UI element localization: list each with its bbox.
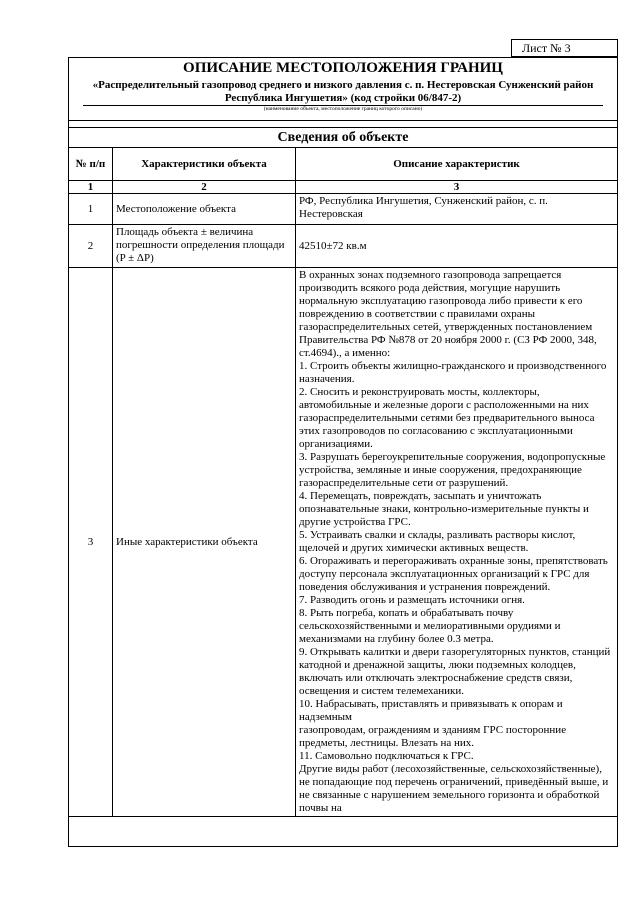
document-frame (68, 57, 618, 847)
restriction-item: 6. Огораживать и перегораживать охранные зоны, препятствовать доступу персонала эксплуатационных организаций к ГРС для поведения обслуживания и устранения повреждений. (299, 555, 608, 593)
restriction-note: Другие виды работ (лесохозяйственные, сельскохозяйственные), не попадающие под перечень ограничений, приведённый выше, и не связанные с нарушением земельного горизонта и обработкой почвы на (299, 763, 609, 814)
col-header-number: № п/п (69, 148, 113, 181)
row-number: 1 (69, 194, 113, 225)
row-description: РФ, Республика Ингушетия, Сунженский район, с. п. Нестеровская (296, 194, 618, 225)
section-title: Сведения об объекте (69, 128, 617, 148)
restriction-item: 7. Разводить огонь и размещать источники огня. (299, 594, 525, 606)
col-header-characteristic: Характеристики объекта (113, 148, 296, 181)
document-header (69, 58, 617, 121)
sheet-number-label: Лист № 3 (511, 39, 618, 57)
col-number-1: 1 (69, 181, 113, 194)
restriction-item: 9. Открывать калитки и двери газорегуляторных пунктов, станций катодной и дренажной защиты, люки подземных колодцев, включать или отключать электроснабжение средств связи, освещения и систем телемеханики. (299, 646, 611, 697)
row-number: 3 (69, 268, 113, 817)
restriction-item: 10. Набрасывать, приставлять и привязывать к опорам и надземным (299, 698, 563, 723)
restriction-item: 5. Устраивать свалки и склады, разливать растворы кислот, щелочей и других химически активных веществ. (299, 529, 576, 554)
table-row (69, 268, 617, 817)
row-characteristic: Площадь объекта ± величина погрешности определения площади (P ± ΔP) (113, 225, 296, 268)
row-characteristic: Иные характеристики объекта (113, 268, 296, 817)
row-characteristic: Местоположение объекта (113, 194, 296, 225)
header-gap (69, 121, 617, 128)
restriction-item: 1. Строить объекты жилищно-гражданского и производственного назначения. (299, 360, 607, 385)
table-row (69, 225, 617, 268)
restriction-item: газопроводам, ограждениям и зданиям ГРС посторонние предметы, лестницы. Влезать на них. (299, 724, 567, 749)
restriction-item: 8. Рыть погреба, копать и обрабатывать почву сельскохозяйственными и мелиоративными орудиями и механизмами на глубину более 0.3 метра. (299, 607, 561, 645)
row-description-list (296, 268, 618, 817)
row-description: 42510±72 кв.м (296, 225, 618, 268)
object-subtitle: «Распределительный газопровод среднего и низкого давления с. п. Нестеровская Сунженский район Республика Ингушетия» (код стройки 06/847-2) (92, 79, 594, 104)
restriction-item: 3. Разрушать берегоукрепительные сооружения, водопропускные устройства, земляные и иные сооружения, предохраняющие газораспределительные сети от разрушений. (299, 451, 606, 489)
col-header-description: Описание характеристик (296, 148, 618, 181)
col-number-3: 3 (296, 181, 618, 194)
restriction-intro: В охранных зонах подземного газопровода запрещается производить всякого рода действия, могущие нарушить нормальную эксплуатацию газопровода либо привести к его повреждению в соответствии с правилами охраны газораспределительных сетей, утвержденных постановлением Правительства РФ №878 от 20 ноября 2000 г. (СЗ РФ 2000, 348, ст.4694)., а именно: (299, 269, 597, 359)
row-number: 2 (69, 225, 113, 268)
document-title: ОПИСАНИЕ МЕСТОПОЛОЖЕНИЯ ГРАНИЦ (183, 60, 503, 76)
col-number-2: 2 (113, 181, 296, 194)
table-header-row (69, 148, 617, 181)
restriction-item: 4. Перемещать, повреждать, засыпать и уничтожать опознавательные знаки, контрольно-измерительные пункты и другие устройства ГРС. (299, 490, 589, 528)
restriction-item: 11. Самовольно подключаться к ГРС. (299, 750, 474, 762)
table-row (69, 194, 617, 225)
column-numbers-row (69, 181, 617, 194)
restriction-item: 2. Сносить и реконструировать мосты, коллекторы, автомобильные и железные дороги с расположенными на них газораспределительными сетями без предварительного выноса этих газопроводов по согласованию с эксплуатационными организациями. (299, 386, 595, 450)
subtitle-caption: (наименование объекта, местоположение границ которого описано) (263, 106, 423, 112)
object-info-table (69, 148, 617, 817)
